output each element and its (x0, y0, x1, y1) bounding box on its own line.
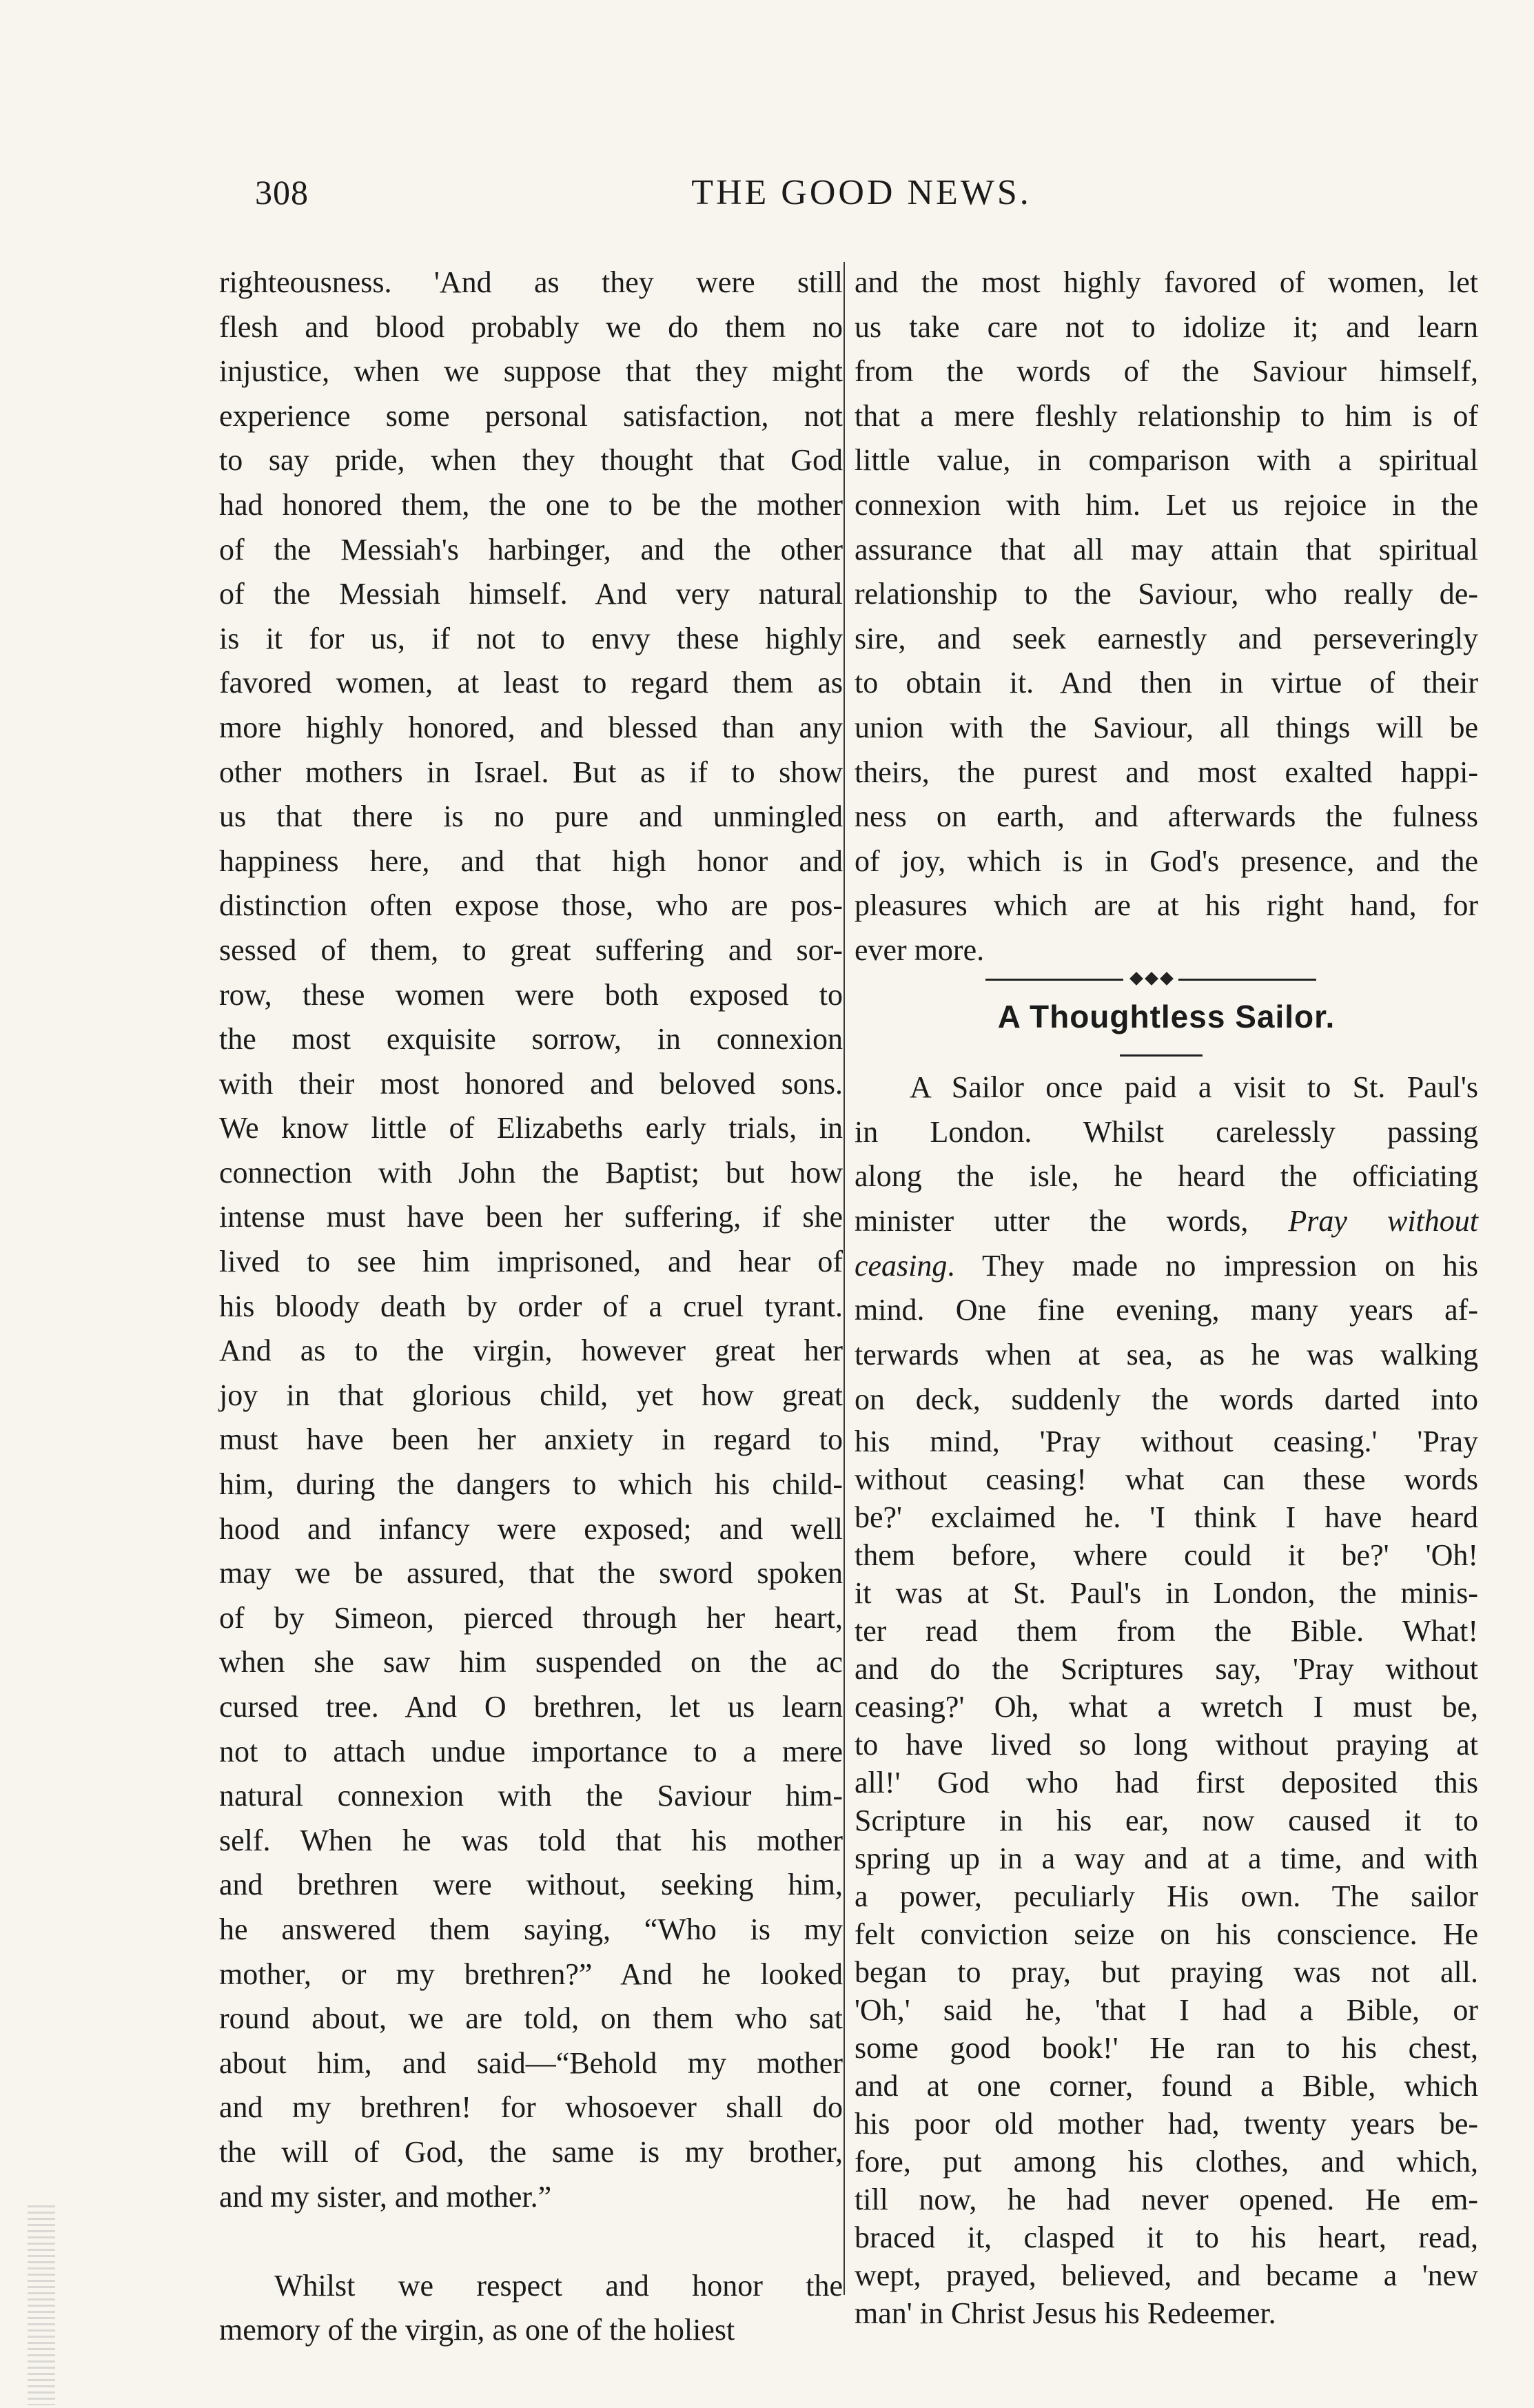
text-line: had honored them, the one to be the mother (219, 487, 843, 522)
text-line: self. When he was told that his mother (219, 1823, 843, 1857)
text-line: us that there is no pure and unmingled (219, 799, 843, 834)
text-line: experience some personal satisfaction, not (219, 398, 843, 433)
text-line: We know little of Elizabeths early trials, in (219, 1111, 843, 1145)
text-line: began to pray, but praying was not all. (855, 1955, 1478, 1989)
text-line: ter read them from the Bible. What! (855, 1614, 1478, 1648)
page-header (255, 172, 1468, 227)
text-line: to say pride, when they thought that God (219, 443, 843, 478)
section-ornament-rule (985, 972, 1316, 988)
article-title: A Thoughtless Sailor. (997, 999, 1336, 1034)
text-line: and do the Scriptures say, 'Pray without (855, 1652, 1478, 1686)
scan-edge-marks (28, 2205, 55, 2405)
article-body-part-a (855, 1065, 1478, 1422)
text-line: And as to the virgin, however great her (219, 1334, 843, 1368)
text-line (219, 2219, 843, 2264)
text-line: theirs, the purest and most exalted happi- (855, 755, 1478, 789)
text-line: spring up in a way and at a time, and with (855, 1841, 1478, 1875)
text-line: sire, and seek earnestly and perseveringly (855, 621, 1478, 655)
text-line: pleasures which are at his right hand, for (855, 888, 1478, 923)
text-line: more highly honored, and blessed than any (219, 710, 843, 744)
text-line: joy in that glorious child, yet how great (219, 1378, 843, 1412)
text-line: of joy, which is in God's presence, and the (855, 844, 1478, 878)
text-line: the will of God, the same is my brother, (219, 2134, 843, 2169)
text-line: mother, or my brethren?” And he looked (219, 1957, 843, 1991)
text-line: them before, where could it be?' 'Oh! (855, 1538, 1478, 1572)
text-line: intense must have been her suffering, if she (219, 1200, 843, 1234)
text-line: from the words of the Saviour himself, (855, 354, 1478, 389)
text-line: of the Messiah himself. And very natural (219, 577, 843, 611)
text-line: that a mere fleshly relationship to him is of (855, 398, 1478, 433)
text-line: wept, prayed, believed, and became a 'new (855, 2258, 1478, 2292)
running-title: THE GOOD NEWS. (691, 173, 1032, 212)
text-line: of by Simeon, pierced through her heart, (219, 1600, 843, 1635)
text-line: connection with John the Baptist; but how (219, 1155, 843, 1190)
text-line: memory of the virgin, as one of the holiest (219, 2313, 735, 2347)
text-line: ceasing?' Oh, what a wretch I must be, (855, 1690, 1478, 1724)
text-line: it was at St. Paul's in London, the minis- (855, 1576, 1478, 1610)
text-line: distinction often expose those, who are pos- (219, 888, 843, 923)
text-line: with their most honored and beloved sons. (219, 1066, 843, 1101)
text-line: lived to see him imprisoned, and hear of (219, 1245, 843, 1279)
text-line: flesh and blood probably we do them no (219, 309, 843, 344)
text-line: is it for us, if not to envy these highly (219, 621, 843, 655)
text-line: 'Oh,' said he, 'that I had a Bible, or (855, 1993, 1478, 2027)
text-line: a power, peculiarly His own. The sailor (855, 1879, 1478, 1913)
left-column (219, 261, 843, 2353)
text-line: be?' exclaimed he. 'I think I have heard (855, 1500, 1478, 1534)
text-line: about him, and said—“Behold my mother (219, 2045, 843, 2080)
title-underline (1120, 1054, 1203, 1057)
text-line: man' in Christ Jesus his Redeemer. (855, 2296, 1276, 2330)
text-line: and the most highly favored of women, let (855, 265, 1478, 299)
text-line: braced it, clasped it to his heart, read, (855, 2221, 1478, 2254)
text-line: connexion with him. Let us rejoice in the (855, 487, 1478, 522)
text-line: his mind, 'Pray without ceasing.' 'Pray (855, 1425, 1478, 1458)
text-line: without ceasing! what can these words (855, 1462, 1478, 1496)
text-line: he answered them saying, “Who is my (219, 1912, 843, 1946)
text-line: minister utter the words, Pray without (855, 1204, 1479, 1238)
text-line: may we be assured, that the sword spoken (219, 1556, 843, 1591)
text-line: natural connexion with the Saviour him- (219, 1779, 843, 1813)
text-line: to obtain it. And then in virtue of their (855, 666, 1478, 700)
text-line: other mothers in Israel. But as if to show (219, 755, 843, 789)
text-line: to have lived so long without praying at (855, 1728, 1478, 1762)
text-line: happiness here, and that high honor and (219, 844, 843, 878)
text-line: till now, he had never opened. He em- (855, 2183, 1478, 2216)
text-line: A Sailor once paid a visit to St. Paul's (910, 1070, 1478, 1104)
text-line: union with the Saviour, all things will be (855, 710, 1478, 744)
text-line: when she saw him suspended on the ac (219, 1645, 843, 1680)
text-line: little value, in comparison with a spiritual (855, 443, 1478, 478)
text-line: Scripture in his ear, now caused it to (855, 1804, 1478, 1837)
text-line: and my brethren! for whosoever shall do (219, 2090, 843, 2125)
text-line: ceasing. They made no impression on his (855, 1248, 1478, 1283)
text-line: favored women, at least to regard them as (219, 666, 843, 700)
text-line: righteousness. 'And as they were still (219, 265, 843, 299)
article-body-part-b (855, 1422, 1478, 2332)
text-line: felt conviction seize on his conscience. He (855, 1917, 1478, 1951)
text-line: sessed of them, to great suffering and sor- (219, 932, 843, 967)
text-line: and my sister, and mother.” (219, 2179, 552, 2214)
text-line: all!' God who had first deposited this (855, 1766, 1478, 1799)
text-line: row, these women were both exposed to (219, 977, 843, 1012)
text-line: not to attach undue importance to a mere (219, 1734, 843, 1768)
text-line: and brethren were without, seeking him, (219, 1868, 843, 1902)
text-line: ness on earth, and afterwards the fulness (855, 799, 1478, 834)
text-line: ever more. (855, 932, 985, 967)
text-line: along the isle, he heard the officiating (855, 1159, 1478, 1194)
text-line: some good book!' He ran to his chest, (855, 2031, 1478, 2065)
text-line: Whilst we respect and honor the (274, 2268, 843, 2303)
text-line: of the Messiah's harbinger, and the other (219, 532, 843, 567)
text-line: cursed tree. And O brethren, let us learn (219, 1690, 843, 1724)
column-divider (843, 262, 845, 2295)
text-line: in London. Whilst carelessly passing (855, 1114, 1478, 1149)
text-line: relationship to the Saviour, who really de- (855, 577, 1478, 611)
text-line: must have been her anxiety in regard to (219, 1422, 843, 1457)
text-line: his bloody death by order of a cruel tyrant. (219, 1289, 843, 1323)
text-line: fore, put among his clothes, and which, (855, 2145, 1478, 2179)
text-line: on deck, suddenly the words darted into (855, 1382, 1478, 1416)
text-line: and at one corner, found a Bible, which (855, 2069, 1478, 2103)
text-line: injustice, when we suppose that they might (219, 354, 843, 389)
text-line: hood and infancy were exposed; and well (219, 1511, 843, 1546)
text-line: round about, we are told, on them who sat (219, 2001, 843, 2036)
text-line: mind. One fine evening, many years af- (855, 1293, 1478, 1327)
text-line: assurance that all may attain that spiritual (855, 532, 1478, 567)
page-number: 308 (255, 173, 309, 212)
text-line: his poor old mother had, twenty years be- (855, 2107, 1478, 2141)
right-column-top (855, 261, 1478, 973)
text-line: the most exquisite sorrow, in connexion (219, 1022, 843, 1057)
text-line: us take care not to idolize it; and learn (855, 309, 1478, 344)
text-line: him, during the dangers to which his child- (219, 1467, 843, 1502)
text-line: terwards when at sea, as he was walking (855, 1338, 1478, 1372)
